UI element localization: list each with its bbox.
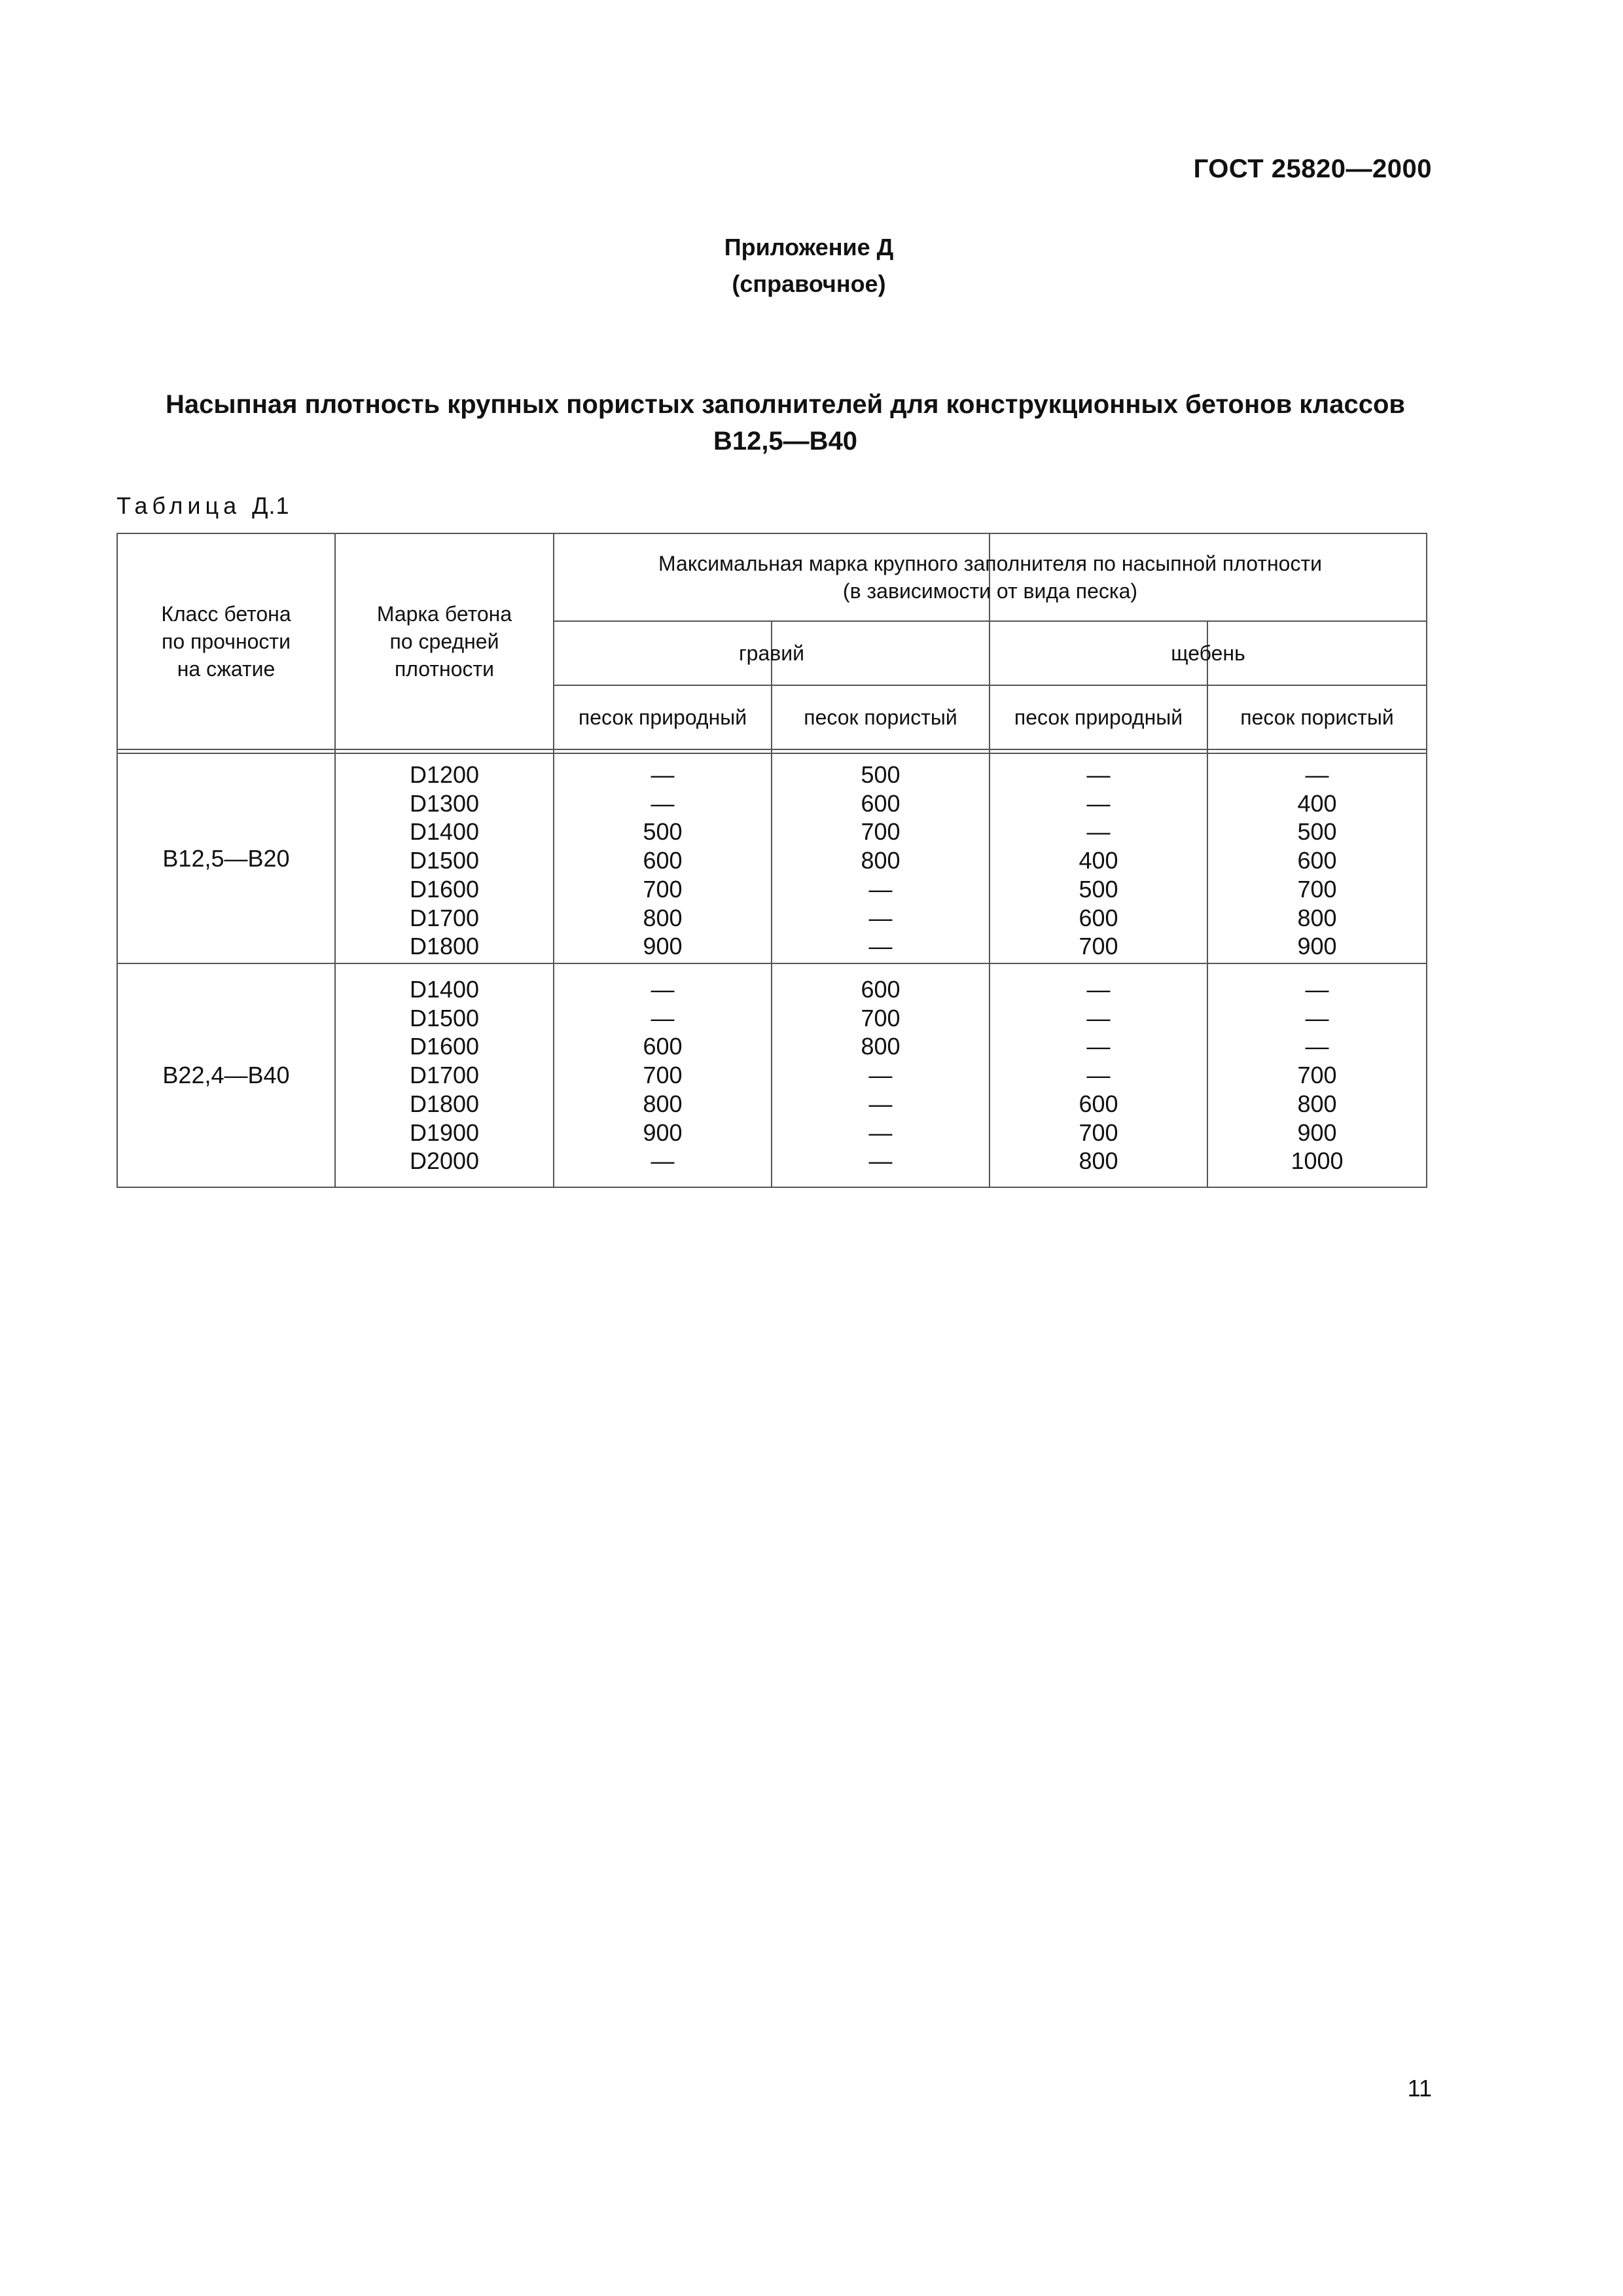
table-cell: 600: [1297, 847, 1337, 874]
table-cell: D1300: [409, 789, 480, 817]
table-cell: —: [868, 1147, 893, 1175]
header-crushed-natural-sand: песок природный: [1014, 706, 1183, 729]
section-heading-line-1: Насыпная плотность крупных пористых заполнителей для конструкционных бетонов классов: [166, 390, 1405, 419]
table-cell: D1700: [409, 1062, 480, 1089]
table-cell: —: [651, 1147, 675, 1175]
group-class-label: В22,4—В40: [162, 1062, 290, 1088]
table-cell: —: [1086, 976, 1111, 1003]
header-class-line: на сжатие: [177, 657, 276, 681]
table-cell: 700: [1079, 1119, 1118, 1146]
header-class-cell: [118, 534, 334, 749]
header-grade-line: по средней: [389, 630, 499, 653]
table-cell: —: [1305, 1004, 1329, 1031]
table-cell: —: [651, 761, 675, 788]
table-cell: 500: [1079, 875, 1118, 903]
table-cell: D1200: [409, 761, 480, 788]
header-class-line: по прочности: [162, 630, 291, 653]
table-cell: 500: [861, 761, 901, 788]
table-cell: 700: [643, 1062, 683, 1089]
table-cell: 600: [643, 1033, 683, 1060]
table-cell: 800: [861, 1033, 901, 1060]
document-code: ГОСТ 25820—2000: [1193, 154, 1432, 183]
table-cell: —: [868, 1062, 893, 1089]
header-max-grade-line: (в зависимости от вида песка): [842, 579, 1138, 603]
group-class-cell: [118, 754, 334, 963]
table-cell: —: [1086, 761, 1111, 788]
header-crushed-cell: щебень: [1171, 641, 1245, 665]
table-cell: 600: [861, 976, 901, 1003]
group-crushed-porous-column: [1208, 761, 1426, 961]
table-cell: 1000: [1291, 1147, 1344, 1175]
table-cell: —: [1305, 976, 1329, 1003]
table-cell: 600: [1079, 904, 1118, 931]
table-cell: 800: [1079, 1147, 1118, 1175]
table-cell: 400: [1079, 847, 1118, 874]
table-cell: D1500: [409, 847, 480, 874]
header-grade-cell: [336, 534, 553, 749]
table-cell: 800: [1297, 1090, 1337, 1117]
page-number: 11: [1407, 2075, 1432, 2102]
header-crushed-porous-sand: песок пористый: [1240, 706, 1394, 729]
table-cell: 700: [861, 818, 901, 846]
table-cell: D1500: [409, 1004, 480, 1031]
group-crushed-natural-column: [990, 975, 1207, 1175]
appendix-subtitle: (справочное): [732, 270, 886, 297]
table-cell: 900: [1297, 1119, 1337, 1146]
table-cell: 500: [643, 818, 683, 846]
group-class-label: В12,5—В20: [162, 844, 290, 872]
table-cell: —: [868, 1090, 893, 1117]
table-label-number: Д.1: [252, 492, 290, 519]
table-cell: 800: [643, 1090, 683, 1117]
group-crushed-porous-column: [1208, 975, 1426, 1175]
table-border-right: [1426, 533, 1427, 1188]
table-cell: —: [651, 976, 675, 1003]
header-max-grade-cell: [554, 534, 1426, 620]
table-cell: 700: [1079, 933, 1118, 960]
header-grade-line: Марка бетона: [376, 602, 512, 626]
group-crushed-natural-column: [990, 761, 1207, 961]
header-max-grade-line: Максимальная марка крупного заполнителя по насыпной плотности: [658, 552, 1322, 575]
table-cell: 800: [1297, 904, 1337, 931]
table-cell: —: [1086, 1004, 1111, 1031]
table-cell: D1800: [409, 1090, 480, 1117]
group-gravel-natural-column: [554, 975, 771, 1175]
header-gravel-natural-sand: песок природный: [578, 706, 747, 729]
table-cell: —: [868, 933, 893, 960]
table-cell: —: [868, 1119, 893, 1146]
table-cell: —: [868, 904, 893, 931]
table-cell: 900: [643, 1119, 683, 1146]
table-label-prefix: Таблица: [116, 492, 241, 519]
table-cell: 500: [1297, 818, 1337, 846]
header-grade-line: плотности: [394, 657, 495, 681]
appendix-title: Приложение Д: [724, 234, 894, 260]
table-cell: —: [1086, 1062, 1111, 1089]
table-cell: —: [868, 875, 893, 903]
table-cell: D1700: [409, 904, 480, 931]
table-cell: 700: [1297, 1062, 1337, 1089]
table-cell: D1400: [409, 976, 480, 1003]
table-cell: 800: [643, 904, 683, 931]
table-cell: —: [651, 1004, 675, 1031]
table-cell: —: [1086, 818, 1111, 846]
table-cell: D1600: [409, 1033, 480, 1060]
appendix-caption: [0, 229, 1623, 302]
section-heading: [98, 386, 1472, 459]
table-cell: 600: [1079, 1090, 1118, 1117]
table-cell: D2000: [409, 1147, 480, 1175]
table-cell: 400: [1297, 789, 1337, 817]
table-cell: D1600: [409, 875, 480, 903]
table-cell: —: [1305, 761, 1329, 788]
table-cell: D1800: [409, 933, 480, 960]
table-cell: —: [1086, 1033, 1111, 1060]
table-cell: —: [1305, 1033, 1329, 1060]
density-table: [116, 533, 1427, 1188]
header-class-line: Класс бетона: [161, 602, 291, 626]
header-gravel-porous-sand: песок пористый: [804, 706, 957, 729]
table-cell: 700: [861, 1004, 901, 1031]
table-cell: 600: [861, 789, 901, 817]
table-cell: 900: [1297, 933, 1337, 960]
table-cell: 900: [643, 933, 683, 960]
group-gravel-natural-column: [554, 761, 771, 961]
group-gravel-porous-column: [772, 975, 989, 1175]
table-cell: —: [1086, 789, 1111, 817]
table-label: [116, 492, 290, 520]
table-cell: D1400: [409, 818, 480, 846]
section-heading-line-2: В12,5—В40: [713, 427, 858, 456]
header-gravel-cell: гравий: [738, 641, 804, 665]
group-gravel-porous-column: [772, 761, 989, 961]
table-cell: 700: [1297, 875, 1337, 903]
table-cell: 700: [643, 875, 683, 903]
table-cell: —: [651, 789, 675, 817]
group-grades-column: [336, 975, 553, 1175]
table-cell: 800: [861, 847, 901, 874]
header-double-line-a: [116, 749, 1427, 750]
group-class-cell: [118, 964, 334, 1187]
group-grades-column: [336, 761, 553, 961]
table-cell: D1900: [409, 1119, 480, 1146]
table-cell: 600: [643, 847, 683, 874]
